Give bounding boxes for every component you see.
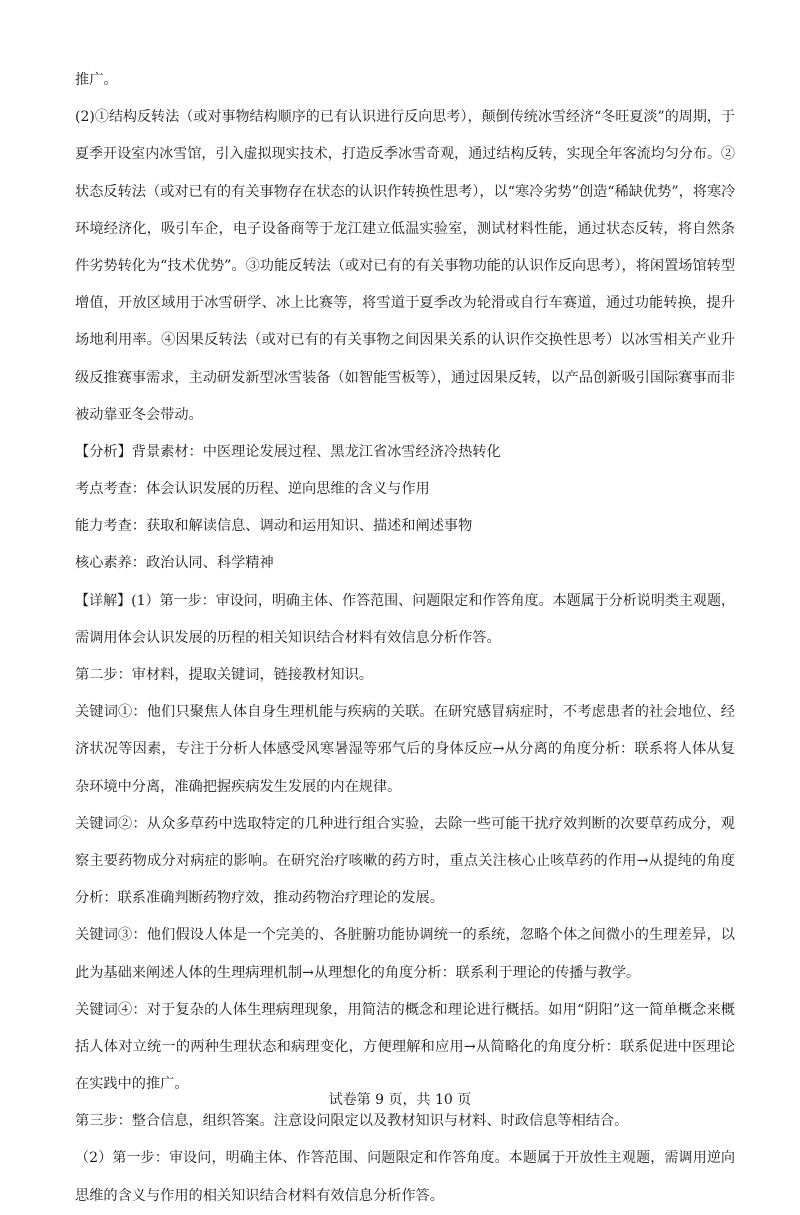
text-line: 第二步：审材料，提取关键词，链接教材知识。 xyxy=(75,667,373,683)
text-line: 思维的含义与作用的相关知识结合材料有效信息分析作答。 xyxy=(75,1187,444,1204)
text-line: 核心素养：政治认同、科学精神 xyxy=(75,555,274,572)
text-line: 济状况等因素，专注于分析人体感受风寒暑湿等邪气后的身体反应→从分离的角度分析：联系将人体从复 xyxy=(75,741,735,758)
text-line: 在实践中的推广。 xyxy=(75,1076,189,1093)
analysis-heading-line: 【分析】背景素材：中医理论发展过程、黑龙江省冰雪经济冷热转化 xyxy=(75,443,501,460)
detail-heading-line: 【详解】(1）第一步：审设问，明确主体、作答范围、问题限定和作答角度。本题属于分析说明类主观题， xyxy=(75,592,735,609)
page-number-footer: 试卷第 9 页，共 10 页 xyxy=(328,1092,472,1108)
text-line: 级反推赛事需求，主动研发新型冰雪装备（如智能雪板等），通过因果反转，以产品创新吸引国际赛事而非 xyxy=(75,369,735,386)
answer-text-body xyxy=(75,62,735,1215)
text-line: 察主要药物成分对病症的影响。在研究治疗咳嗽的药方时，重点关注核心止咳草药的作用→从提纯的角度 xyxy=(75,852,735,869)
text-line: 推广。 xyxy=(75,72,118,88)
text-line: （2）第一步：审设问，明确主体、作答范围、问题限定和作答角度。本题属于开放性主观题，需调用逆向 xyxy=(75,1150,735,1167)
text-line: 件劣势转化为“技术优势”。③功能反转法（或对已有的有关事物功能的认识作反向思考），将闲置场馆转型 xyxy=(75,257,735,274)
keyword-line: 关键词③：他们假设人体是一个完美的、各脏腑功能协调统一的系统，忽略个体之间微小的生理差异，以 xyxy=(75,927,735,944)
keyword-line: 关键词④：对于复杂的人体生理病理现象，用简洁的概念和理论进行概括。如用“阴阳”这一简单概念来概 xyxy=(75,1001,735,1018)
text-line: 括人体对立统一的两种生理状态和病理变化，方便理解和应用→从简略化的角度分析：联系促进中医理论 xyxy=(75,1038,735,1055)
keyword-line: 关键词②：从众多草药中选取特定的几种进行组合实验，去除一些可能干扰疗效判断的次要草药成分，观 xyxy=(75,815,735,832)
text-line: 此为基础来阐述人体的生理病理机制→从理想化的角度分析：联系利于理论的传播与教学。 xyxy=(75,964,641,981)
text-line: 能力考查：获取和解读信息、调动和运用知识、描述和阐述事物 xyxy=(75,518,473,535)
text-line: 被动靠亚冬会带动。 xyxy=(75,406,203,423)
text-line: 场地利用率。④因果反转法（或对已有的有关事物之间因果关系的认识作交换性思考）以冰雪相关产业升 xyxy=(75,332,735,349)
text-line: 状态反转法（或对已有的有关事物存在状态的认识作转换性思考），以“寒冷劣势”创造“稀缺优势”，将寒冷 xyxy=(75,183,735,200)
text-line: 分析：联系准确判断药物疗效，推动药物治疗理论的发展。 xyxy=(75,890,444,907)
text-line: 环境经济化，吸引车企，电子设备商等于龙江建立低温实验室，测试材料性能，通过状态反转，将自然条 xyxy=(75,220,735,237)
text-line: 第三步：整合信息，组织答案。注意设问限定以及教材知识与材料、时政信息等相结合。 xyxy=(75,1113,629,1130)
text-line: 杂环境中分离，准确把握疾病发生发展的内在规律。 xyxy=(75,778,402,795)
text-line: (2)①结构反转法（或对事物结构顺序的已有认识进行反向思考），颠倒传统冰雪经济“冬旺夏淡”的周期，于 xyxy=(75,109,735,126)
keyword-line: 关键词①：他们只聚焦人体自身生理机能与疾病的关联。在研究感冒病症时，不考虑患者的社会地位、经 xyxy=(75,704,735,721)
text-line: 考点考查：体会认识发展的历程、逆向思维的含义与作用 xyxy=(75,481,430,498)
text-line: 增值，开放区域用于冰雪研学、冰上比赛等，将雪道于夏季改为轮滑或自行车赛道，通过功能转换，提升 xyxy=(75,295,735,312)
text-line: 需调用体会认识发展的历程的相关知识结合材料有效信息分析作答。 xyxy=(75,629,501,646)
text-line: 夏季开设室内冰雪馆，引入虚拟现实技术，打造反季冰雪奇观，通过结构反转，实现全年客流均匀分布。② xyxy=(75,146,735,163)
